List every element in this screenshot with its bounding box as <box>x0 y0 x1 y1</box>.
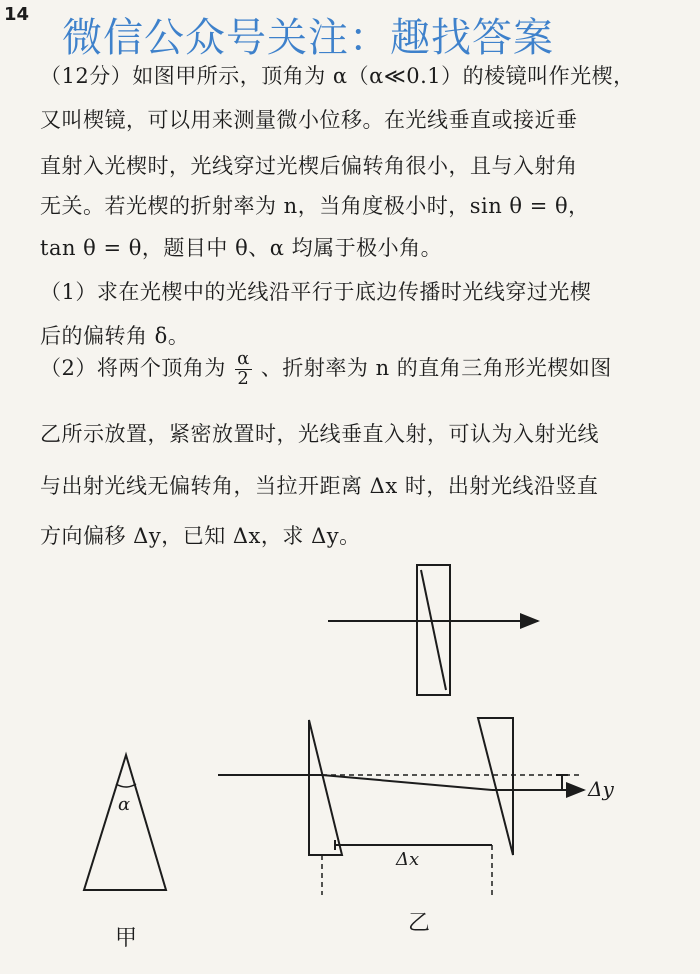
fraction-denominator: 2 <box>237 367 250 389</box>
dy-label: Δy <box>588 777 614 801</box>
question-line-5: tan θ = θ，题目中 θ、α 均属于极小角。 <box>40 236 443 260</box>
question-line-2: 又叫楔镜，可以用来测量微小位移。在光线垂直或接近垂 <box>40 108 578 132</box>
left-prism <box>309 720 342 855</box>
tight-prisms-diagonal <box>421 570 446 690</box>
question-number: 14 <box>4 4 30 25</box>
wedge-jia <box>84 755 166 890</box>
part2-line-4: 方向偏移 Δy，已知 Δx，求 Δy。 <box>40 524 361 548</box>
dx-label: Δx <box>396 849 420 870</box>
dashed-guides <box>322 775 580 895</box>
wedge-jia-diagram <box>84 755 166 890</box>
alpha-arc <box>116 784 136 787</box>
watermark: 微信公众号关注：趣找答案 <box>62 15 554 61</box>
part2-prefix: （2）将两个顶角为 <box>40 355 226 380</box>
separated-prisms-diagram <box>218 718 584 855</box>
question-line-3: 直射入光楔时，光线穿过光楔后偏转角很小，且与入射角 <box>40 154 578 178</box>
alpha-label: α <box>118 794 131 815</box>
caption-jia: 甲 <box>115 926 138 951</box>
right-prism <box>478 718 513 855</box>
part2-suffix: 、折射率为 n 的直角三角形光楔如图 <box>260 355 612 380</box>
question-line-4: 无关。若光楔的折射率为 n，当角度极小时，sin θ = θ， <box>40 194 590 218</box>
caption-yi: 乙 <box>408 911 431 936</box>
part2-line-3: 与出射光线无偏转角，当拉开距离 Δx 时，出射光线沿竖直 <box>40 474 599 498</box>
fraction-numerator: α <box>237 348 250 369</box>
part1-line-2: 后的偏转角 δ。 <box>40 324 190 348</box>
part1-line-1: （1）求在光楔中的光线沿平行于底边传播时光线穿过光楔 <box>40 280 592 304</box>
part2-line-2: 乙所示放置，紧密放置时，光线垂直入射，可认为入射光线 <box>40 422 599 446</box>
dy-dimension <box>556 775 568 790</box>
refracted-ray <box>322 775 492 790</box>
tight-prisms-diagram <box>328 565 538 695</box>
question-line-1: （12分）如图甲所示，顶角为 α（α≪0.1）的棱镜叫作光楔， <box>40 64 635 88</box>
